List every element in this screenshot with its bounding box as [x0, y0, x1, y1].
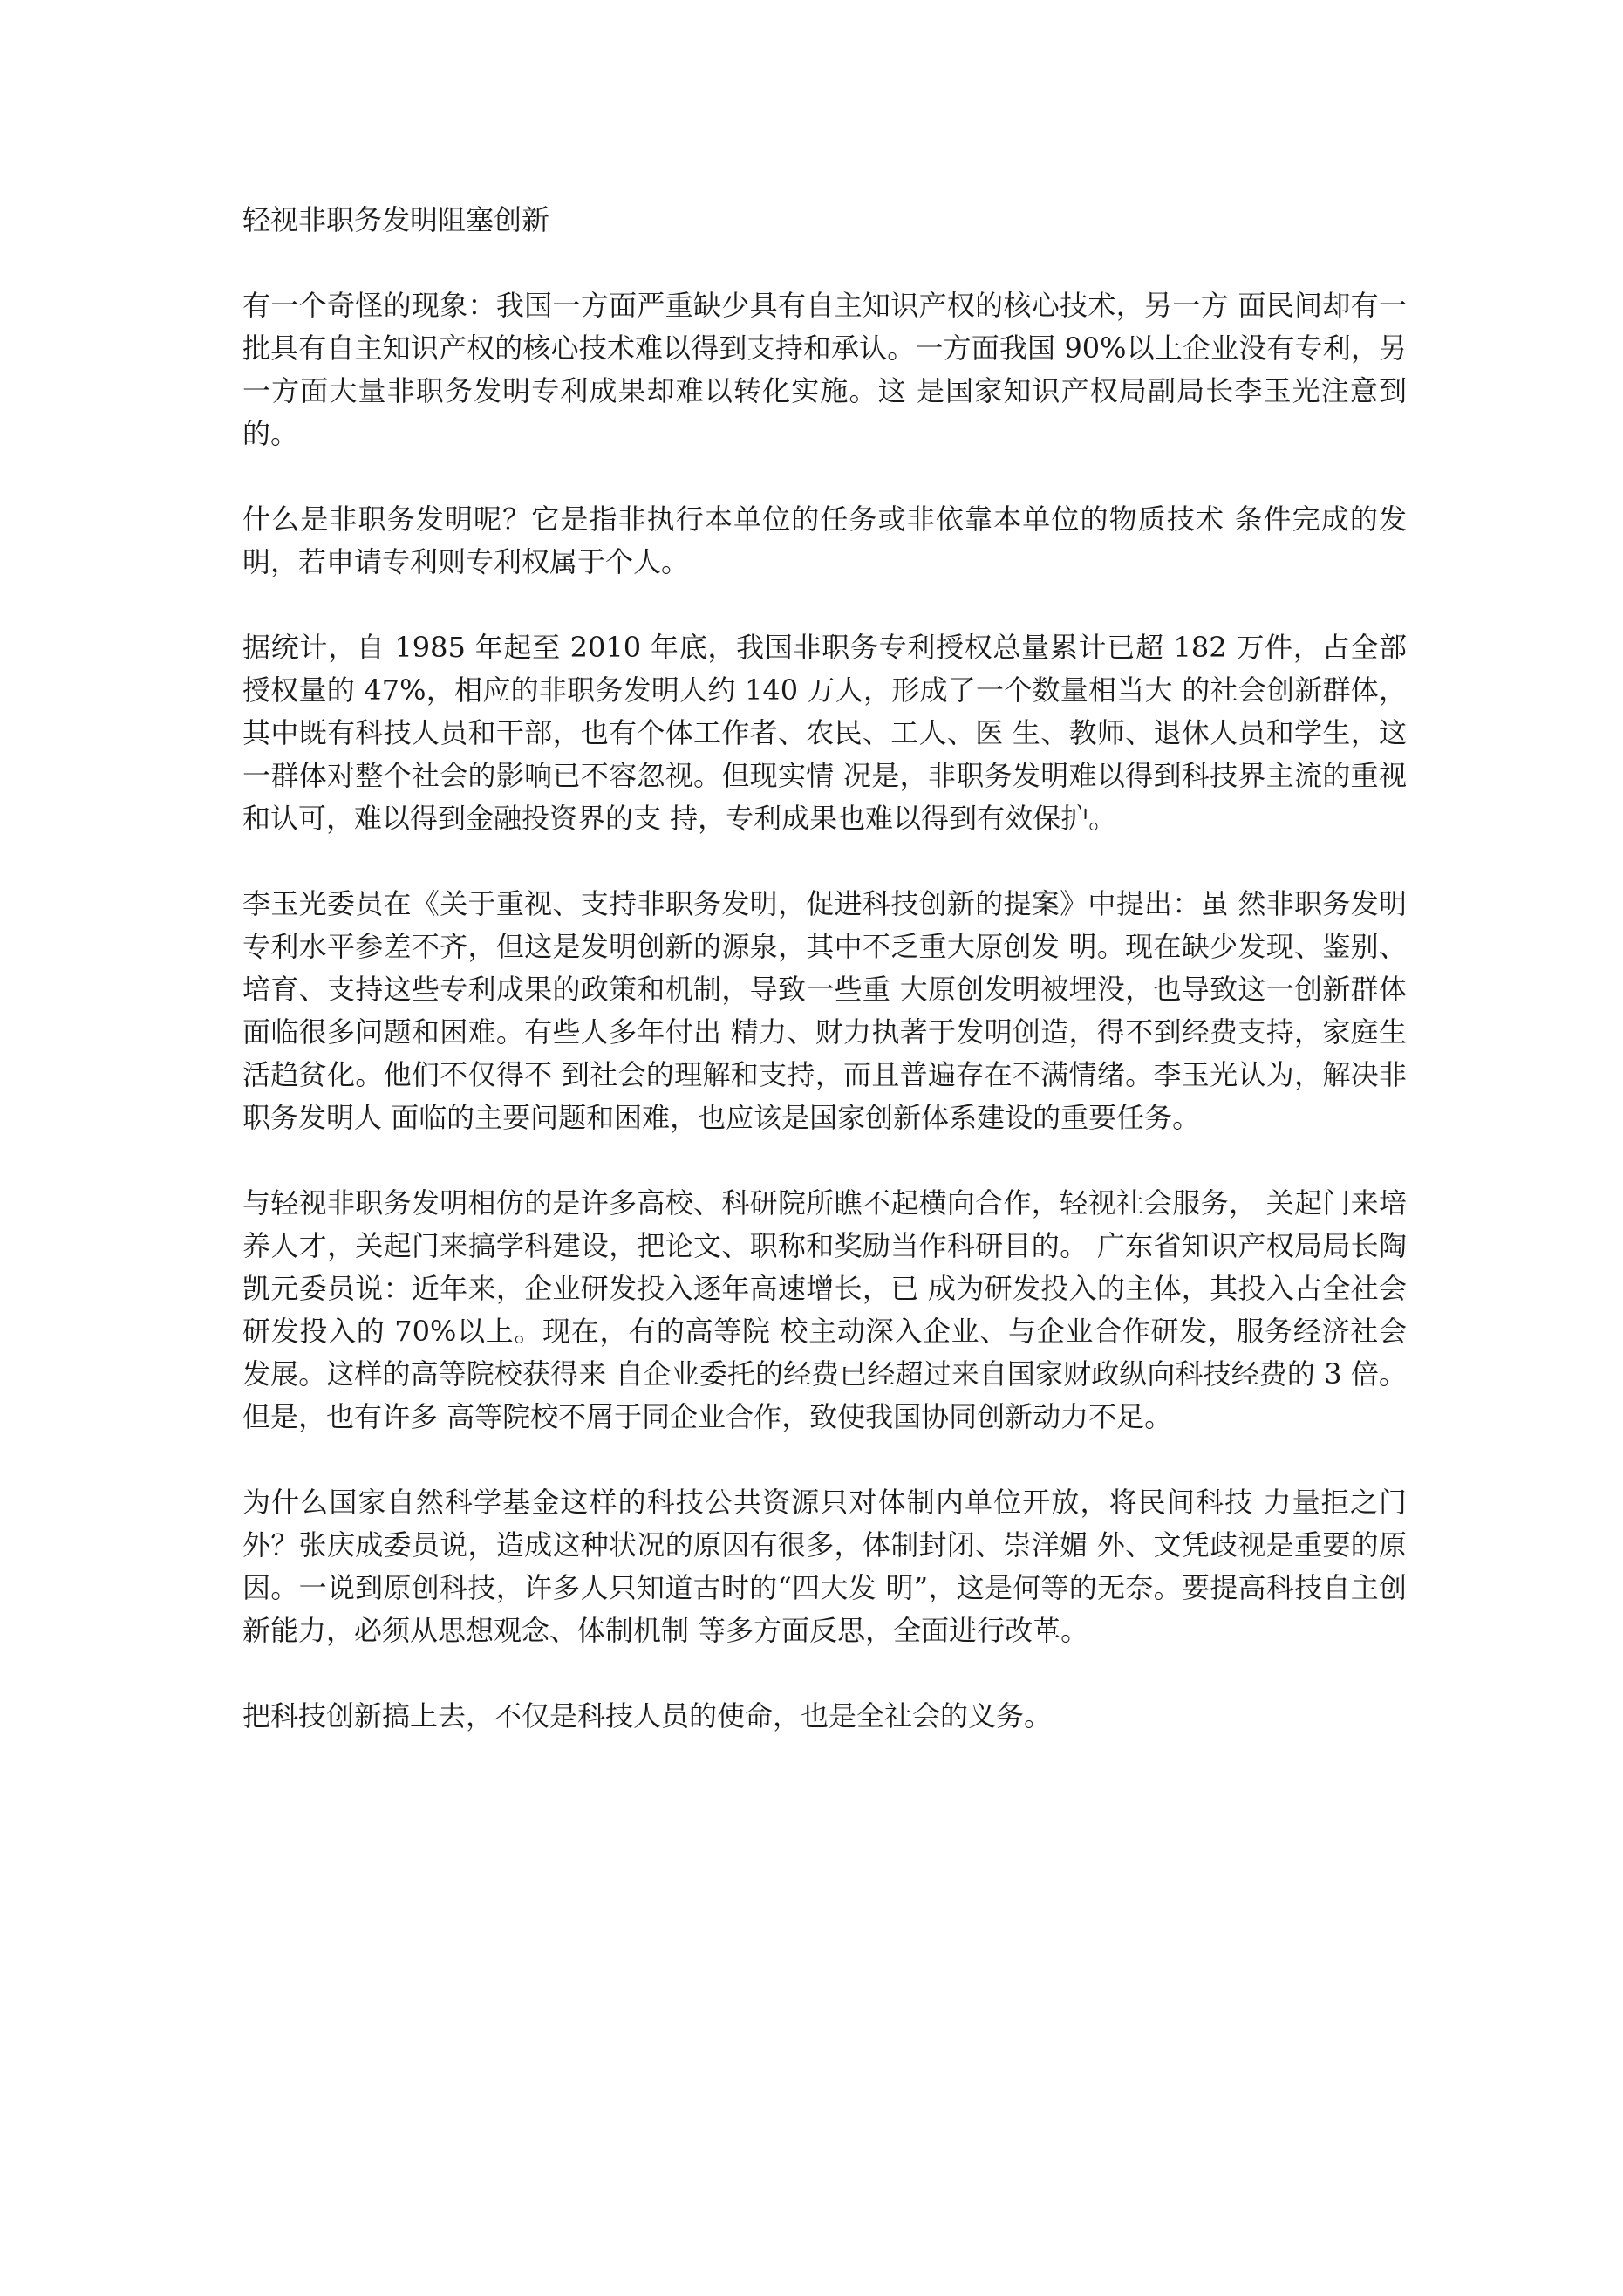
document-body	[242, 199, 1407, 1738]
document-title: 轻视非职务发明阻塞创新	[242, 203, 550, 236]
paragraph-7: 把科技创新搞上去，不仅是科技人员的使命，也是全社会的义务。	[242, 1699, 1053, 1732]
paragraph-2: 什么是非职务发明呢？它是指非执行本单位的任务或非依靠本单位的物质技术 条件完成的发明，若申请专利则专利权属于个人。	[242, 502, 1407, 578]
paragraph-6: 为什么国家自然科学基金这样的科技公共资源只对体制内单位开放，将民间科技 力量拒之门外？张庆成委员说，造成这种状况的原因有很多，体制封闭、崇洋媚 外、文凭歧视是重要的原因。一说到原创科技，许多人只知道古时的“四大发 明”，这是何等的无奈。要提高科技自主创新能力，必须从思想观念、体制机制 等多方面反思，全面进行改革。	[242, 1486, 1407, 1647]
paragraph-5: 与轻视非职务发明相仿的是许多高校、科研院所瞧不起横向合作，轻视社会服务， 关起门来培养人才，关起门来搞学科建设，把论文、职称和奖励当作科研目的。 广东省知识产权局局长陶凯元委员说：近年来，企业研发投入逐年高速增长，已 成为研发投入的主体，其投入占全社会研发投入的 70%以上。现在，有的高等院 校主动深入企业、与企业合作研发，服务经济社会发展。这样的高等院校获得来 自企业委托的经费已经超过来自国家财政纵向科技经费的 3 倍。但是，也有许多 高等院校不屑于同企业合作，致使我国协同创新动力不足。	[242, 1186, 1407, 1433]
paragraph-4: 李玉光委员在《关于重视、支持非职务发明，促进科技创新的提案》中提出：虽 然非职务发明专利水平参差不齐，但这是发明创新的源泉，其中不乏重大原创发 明。现在缺少发现、鉴别、培育、支持这些专利成果的政策和机制，导致一些重 大原创发明被埋没，也导致这一创新群体面临很多问题和困难。有些人多年付出 精力、财力执著于发明创造，得不到经费支持，家庭生活趋贫化。他们不仅得不 到社会的理解和支持，而且普遍存在不满情绪。李玉光认为，解决非职务发明人 面临的主要问题和困难，也应该是国家创新体系建设的重要任务。	[242, 887, 1407, 1134]
paragraph-1: 有一个奇怪的现象：我国一方面严重缺少具有自主知识产权的核心技术，另一方 面民间却有一批具有自主知识产权的核心技术难以得到支持和承认。一方面我国 90%以上企业没有专利，另一方面大量非职务发明专利成果却难以转化实施。这 是国家知识产权局副局长李玉光注意到的。	[242, 289, 1407, 450]
paragraph-3: 据统计，自 1985 年起至 2010 年底，我国非职务专利授权总量累计已超 182 万件，占全部授权量的 47%，相应的非职务发明人约 140 万人，形成了一个数量相当大 的社会创新群体，其中既有科技人员和干部，也有个体工作者、农民、工人、医 生、教师、退休人员和学生，这一群体对整个社会的影响已不容忽视。但现实情 况是，非职务发明难以得到科技界主流的重视和认可，难以得到金融投资界的支 持，专利成果也难以得到有效保护。	[242, 631, 1407, 835]
